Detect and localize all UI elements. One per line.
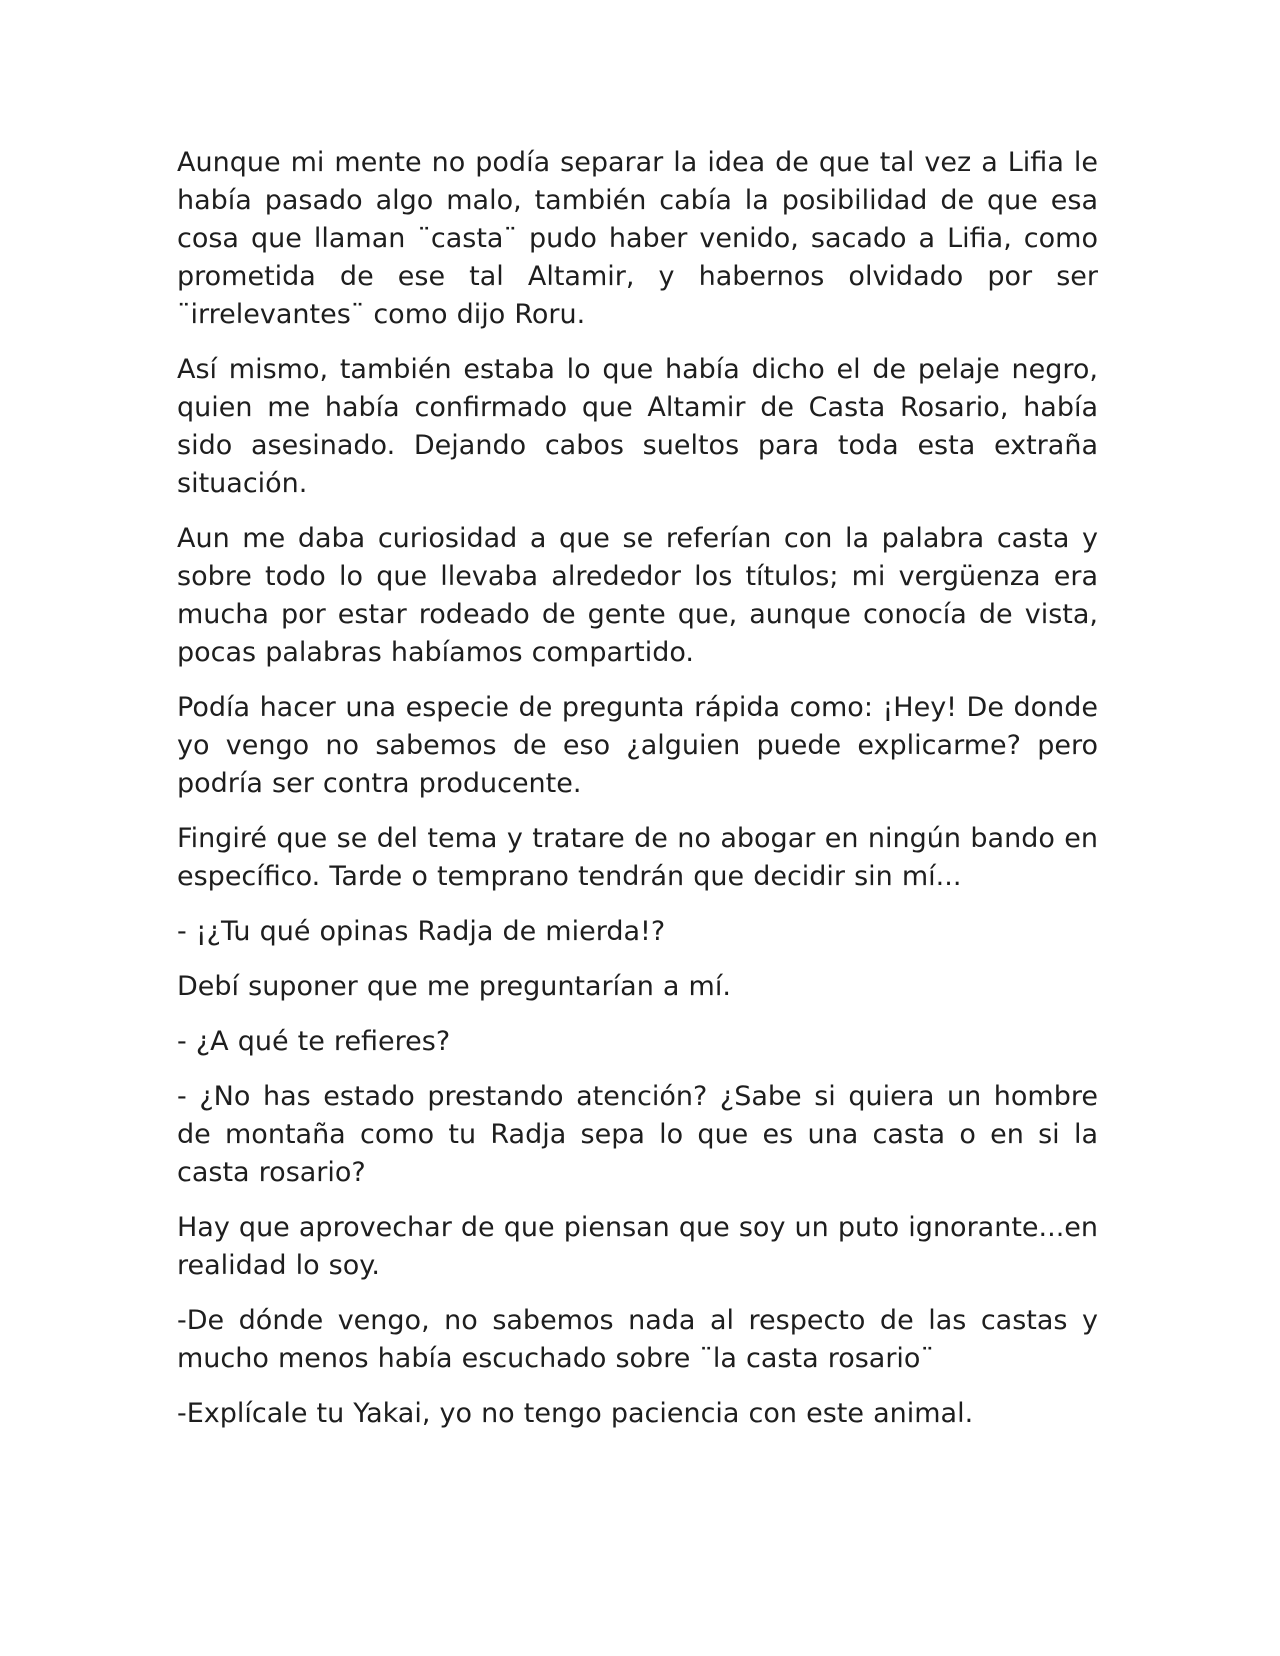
dialogue-line-1: - ¡¿Tu qué opinas Radja de mierda!? [177,916,666,947]
dialogue-line-3: - ¿No has estado prestando atención? ¿Sabe si quiera un hombre de montaña como tu Radja sepa lo que es una casta o en si la casta rosario? [177,1081,1098,1188]
paragraph-6: Debí suponer que me preguntarían a mí. [177,971,731,1002]
paragraph-5: Fingiré que se del tema y tratare de no abogar en ningún bando en específico. Tarde o temprano tendrán que decidir sin mí... [177,823,1098,892]
paragraph-2: Así mismo, también estaba lo que había dicho el de pelaje negro, quien me había confirmado que Altamir de Casta Rosario, había sido asesinado. Dejando cabos sueltos para toda esta extraña situación. [177,354,1098,499]
dialogue-line-2: - ¿A qué te refieres? [177,1026,451,1057]
paragraph-7: Hay que aprovechar de que piensan que soy un puto ignorante...en realidad lo soy. [177,1212,1098,1281]
dialogue-line-4: -De dónde vengo, no sabemos nada al respecto de las castas y mucho menos había escuchado sobre ¨la casta rosario¨ [177,1305,1098,1374]
paragraph-3: Aun me daba curiosidad a que se referían con la palabra casta y sobre todo lo que llevaba alrededor los títulos; mi vergüenza era mucha por estar rodeado de gente que, aunque conocía de vista, pocas palabras habíamos compartido. [177,523,1098,668]
document-page [177,144,1098,1450]
paragraph-1: Aunque mi mente no podía separar la idea de que tal vez a Lifia le había pasado algo malo, también cabía la posibilidad de que esa cosa que llaman ¨casta¨ pudo haber venido, sacado a Lifia, como prometida de ese tal Altamir, y habernos olvidado por ser ¨irrelevantes¨ como dijo Roru. [177,147,1098,330]
paragraph-4: Podía hacer una especie de pregunta rápida como: ¡Hey! De donde yo vengo no sabemos de eso ¿alguien puede explicarme? pero podría ser contra producente. [177,692,1098,799]
dialogue-line-5: -Explícale tu Yakai, yo no tengo paciencia con este animal. [177,1398,974,1429]
